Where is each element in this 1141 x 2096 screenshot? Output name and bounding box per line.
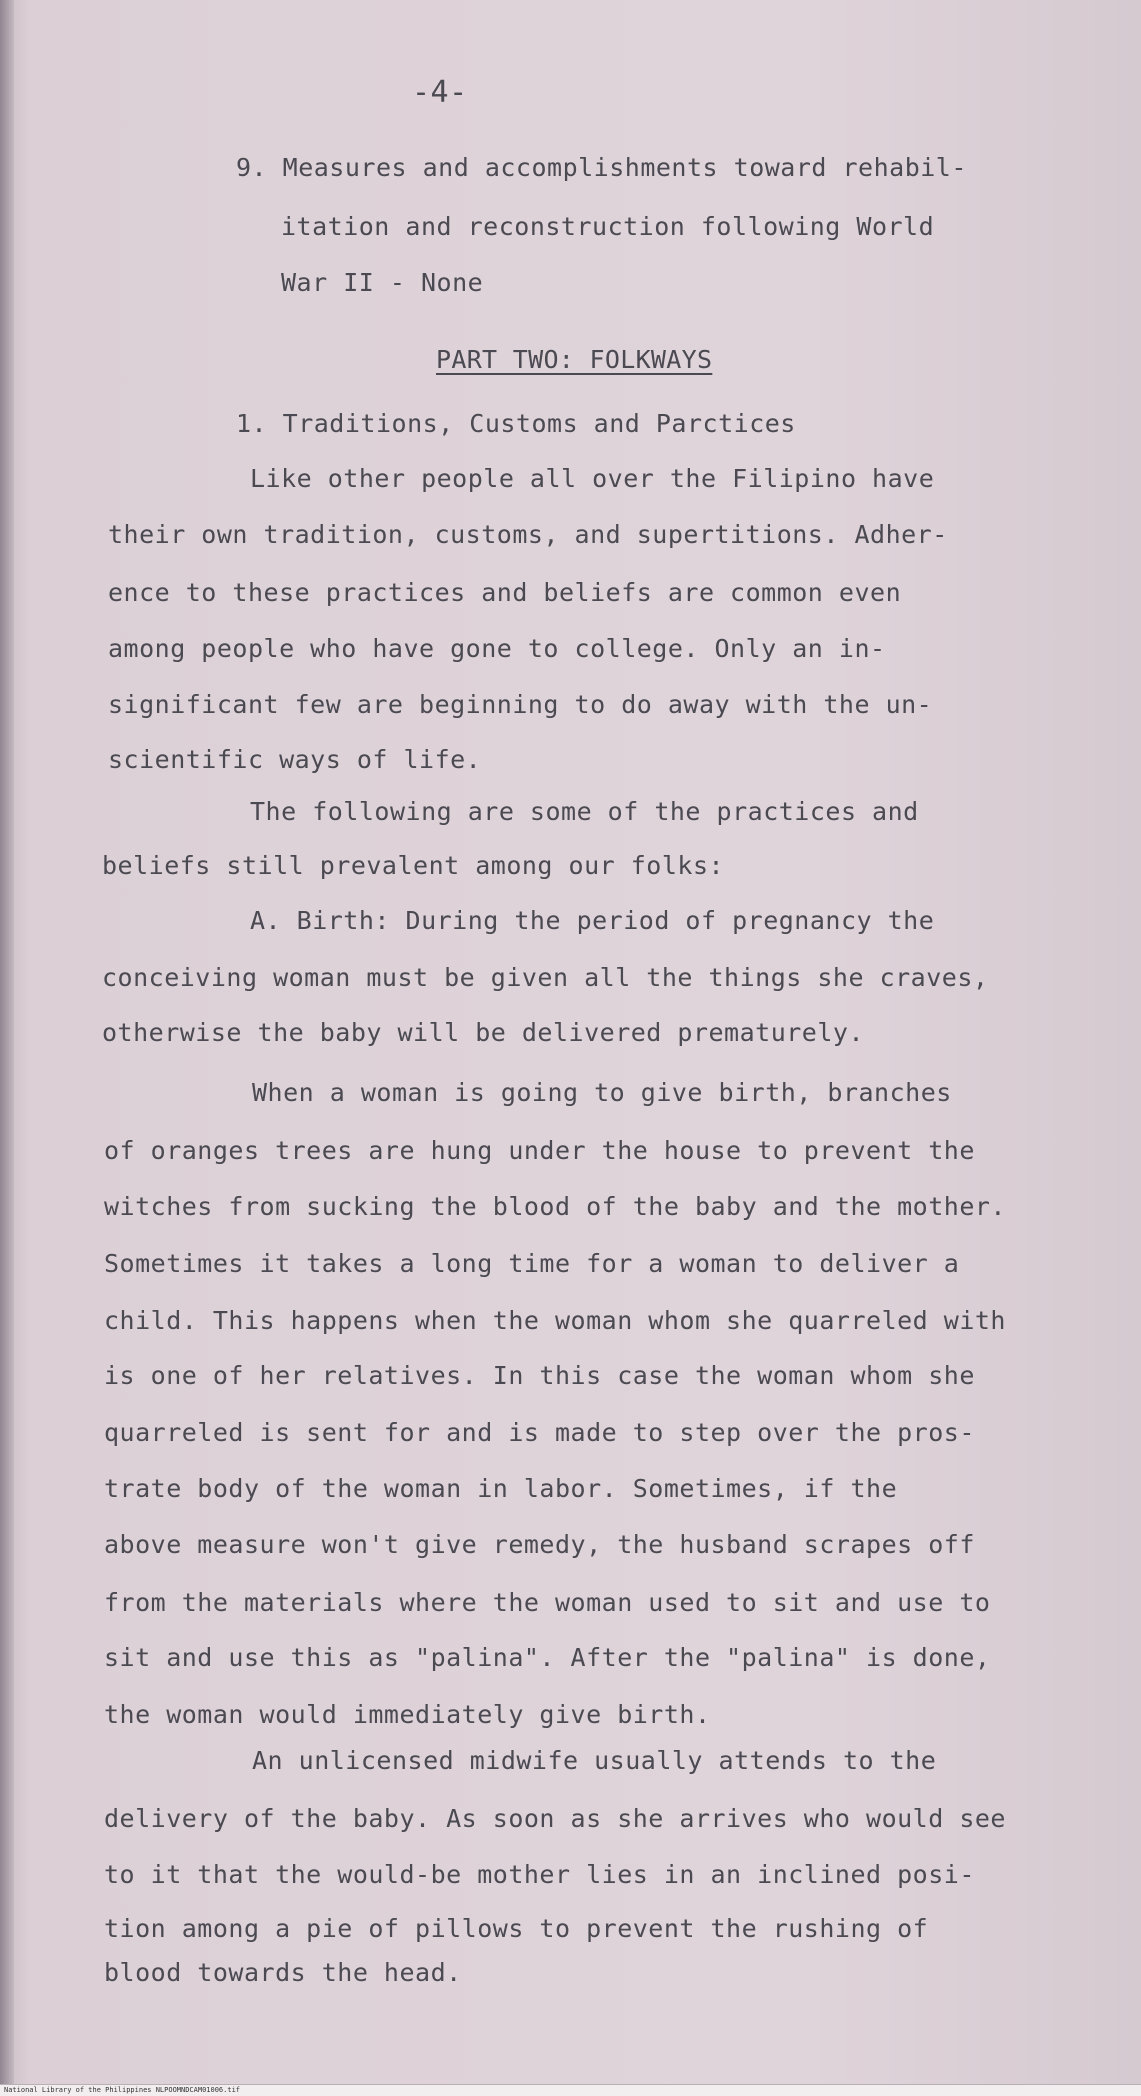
p2-line1: The following are some of the practices and xyxy=(250,797,919,826)
p3-line1: A. Birth: During the period of pregnancy the xyxy=(250,906,935,935)
page-number: -4- xyxy=(412,75,468,110)
section1-title: 1. Traditions, Customs and Parctices xyxy=(236,409,796,438)
p4-line4: Sometimes it takes a long time for a woman to deliver a xyxy=(104,1249,960,1278)
p3-line3: otherwise the baby will be delivered prematurely. xyxy=(102,1018,865,1047)
p2-line2: beliefs still prevalent among our folks: xyxy=(102,851,725,880)
p5-line4: tion among a pie of pillows to prevent the rushing of xyxy=(104,1914,929,1943)
item9-line1: 9. Measures and accomplishments toward rehabil- xyxy=(236,153,967,182)
scan-footer-text: National Library of the Philippines NLPOOMNDCAM01006.tif xyxy=(4,2086,241,2094)
p4-line12: the woman would immediately give birth. xyxy=(104,1700,711,1729)
p4-line2: of oranges trees are hung under the house to prevent the xyxy=(104,1136,975,1165)
item9-line2: itation and reconstruction following World xyxy=(281,212,935,241)
p4-line9: above measure won't give remedy, the husband scrapes off xyxy=(104,1530,975,1559)
p4-line10: from the materials where the woman used to sit and use to xyxy=(104,1588,991,1617)
p4-line7: quarreled is sent for and is made to step over the pros- xyxy=(104,1418,975,1447)
p5-line3: to it that the would-be mother lies in an inclined posi- xyxy=(104,1860,975,1889)
p4-line1: When a woman is going to give birth, branches xyxy=(252,1078,952,1107)
p1-line5: significant few are beginning to do away with the un- xyxy=(108,690,933,719)
p4-line5: child. This happens when the woman whom she quarreled with xyxy=(104,1306,1006,1335)
p1-line4: among people who have gone to college. Only an in- xyxy=(108,634,886,663)
p4-line6: is one of her relatives. In this case the woman whom she xyxy=(104,1361,975,1390)
p1-line6: scientific ways of life. xyxy=(108,745,482,774)
p1-line3: ence to these practices and beliefs are common even xyxy=(108,578,902,607)
p1-line1: Like other people all over the Filipino have xyxy=(250,464,935,493)
p3-line2: conceiving woman must be given all the things she craves, xyxy=(102,963,989,992)
p5-line1: An unlicensed midwife usually attends to the xyxy=(252,1746,937,1775)
p1-line2: their own tradition, customs, and supertitions. Adher- xyxy=(108,520,948,549)
p5-line2: delivery of the baby. As soon as she arrives who would see xyxy=(104,1804,1006,1833)
p4-line11: sit and use this as "palina". After the "palina" is done, xyxy=(104,1643,991,1672)
p4-line3: witches from sucking the blood of the baby and the mother. xyxy=(104,1192,1006,1221)
part-heading: PART TWO: FOLKWAYS xyxy=(436,345,713,374)
p4-line8: trate body of the woman in labor. Sometimes, if the xyxy=(104,1474,898,1503)
page-binding-edge xyxy=(0,0,14,2096)
scan-footer xyxy=(0,2084,1141,2096)
p5-line5: blood towards the head. xyxy=(104,1958,462,1987)
item9-line3: War II - None xyxy=(281,268,484,297)
